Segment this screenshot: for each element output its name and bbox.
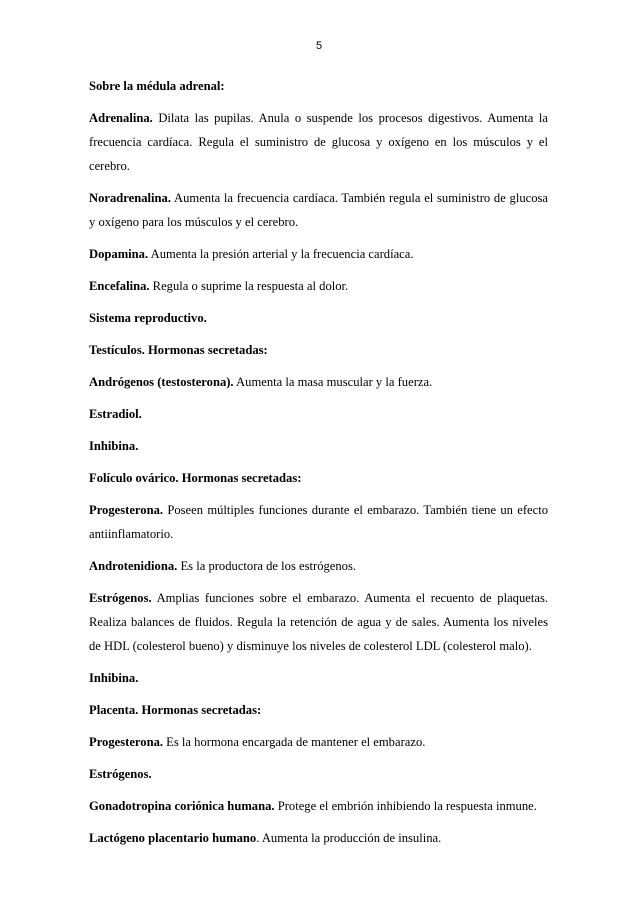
paragraph <box>89 74 548 98</box>
paragraph-heading: Gonadotropina coriónica humana. <box>89 799 275 813</box>
paragraph <box>89 666 548 690</box>
paragraph <box>89 106 548 178</box>
paragraph <box>89 698 548 722</box>
paragraph-heading: Folículo ovárico. Hormonas secretadas: <box>89 471 302 485</box>
paragraph <box>89 466 548 490</box>
paragraph-heading: Estrógenos. <box>89 767 152 781</box>
paragraph-text: Poseen múltiples funciones durante el embarazo. También tiene un efecto antiinflamatorio. <box>89 503 548 541</box>
paragraph-heading: Placenta. Hormonas secretadas: <box>89 703 262 717</box>
document-body <box>89 74 548 858</box>
paragraph <box>89 794 548 818</box>
paragraph <box>89 402 548 426</box>
paragraph-heading: Estrógenos. <box>89 591 152 605</box>
paragraph <box>89 306 548 330</box>
paragraph-heading: Inhibina. <box>89 671 139 685</box>
paragraph-heading: Progesterona. <box>89 503 164 517</box>
paragraph-heading: Encefalina. <box>89 279 150 293</box>
paragraph-text: Aumenta la presión arterial y la frecuencia cardíaca. <box>148 247 414 261</box>
paragraph <box>89 826 548 850</box>
paragraph-text: Es la productora de los estrógenos. <box>177 559 357 573</box>
paragraph <box>89 186 548 234</box>
paragraph <box>89 434 548 458</box>
paragraph-heading: Dopamina. <box>89 247 149 261</box>
paragraph-text: Protege el embrión inhibiendo la respuesta inmune. <box>274 799 537 813</box>
paragraph <box>89 274 548 298</box>
paragraph <box>89 242 548 266</box>
paragraph <box>89 762 548 786</box>
paragraph-heading: Sobre la médula adrenal: <box>89 79 225 93</box>
paragraph-heading: Androtenidiona. <box>89 559 178 573</box>
paragraph-heading: Progesterona. <box>89 735 164 749</box>
paragraph-text: Es la hormona encargada de mantener el embarazo. <box>163 735 426 749</box>
paragraph <box>89 554 548 578</box>
paragraph-text: . Aumenta la producción de insulina. <box>256 831 442 845</box>
paragraph-text: Amplias funciones sobre el embarazo. Aumenta el recuento de plaquetas. Realiza balances de fluidos. Regula la retención de agua y de sales. Aumenta los niveles de HDL (colesterol bueno) y disminuye los niveles de colesterol LDL (colesterol malo). <box>89 591 548 653</box>
paragraph <box>89 338 548 362</box>
paragraph-heading: Sistema reproductivo. <box>89 311 207 325</box>
paragraph-heading: Lactógeno placentario humano <box>89 831 257 845</box>
paragraph-heading: Noradrenalina. <box>89 191 171 205</box>
paragraph-heading: Andrógenos (testosterona). <box>89 375 234 389</box>
paragraph-heading: Inhibina. <box>89 439 139 453</box>
paragraph-text: Aumenta la frecuencia cardíaca. También regula el suministro de glucosa y oxígeno para los músculos y el cerebro. <box>89 191 548 229</box>
paragraph-heading: Testículos. Hormonas secretadas: <box>89 343 268 357</box>
paragraph <box>89 370 548 394</box>
page-number: 5 <box>315 40 323 52</box>
paragraph-text: Dilata las pupilas. Anula o suspende los procesos digestivos. Aumenta la frecuencia cardíaca. Regula el suministro de glucosa y oxígeno en los músculos y el cerebro. <box>89 111 548 173</box>
paragraph-text: Aumenta la masa muscular y la fuerza. <box>233 375 433 389</box>
paragraph-heading: Estradiol. <box>89 407 142 421</box>
paragraph-text: Regula o suprime la respuesta al dolor. <box>149 279 349 293</box>
paragraph <box>89 498 548 546</box>
paragraph <box>89 730 548 754</box>
paragraph-heading: Adrenalina. <box>89 111 153 125</box>
paragraph <box>89 586 548 658</box>
